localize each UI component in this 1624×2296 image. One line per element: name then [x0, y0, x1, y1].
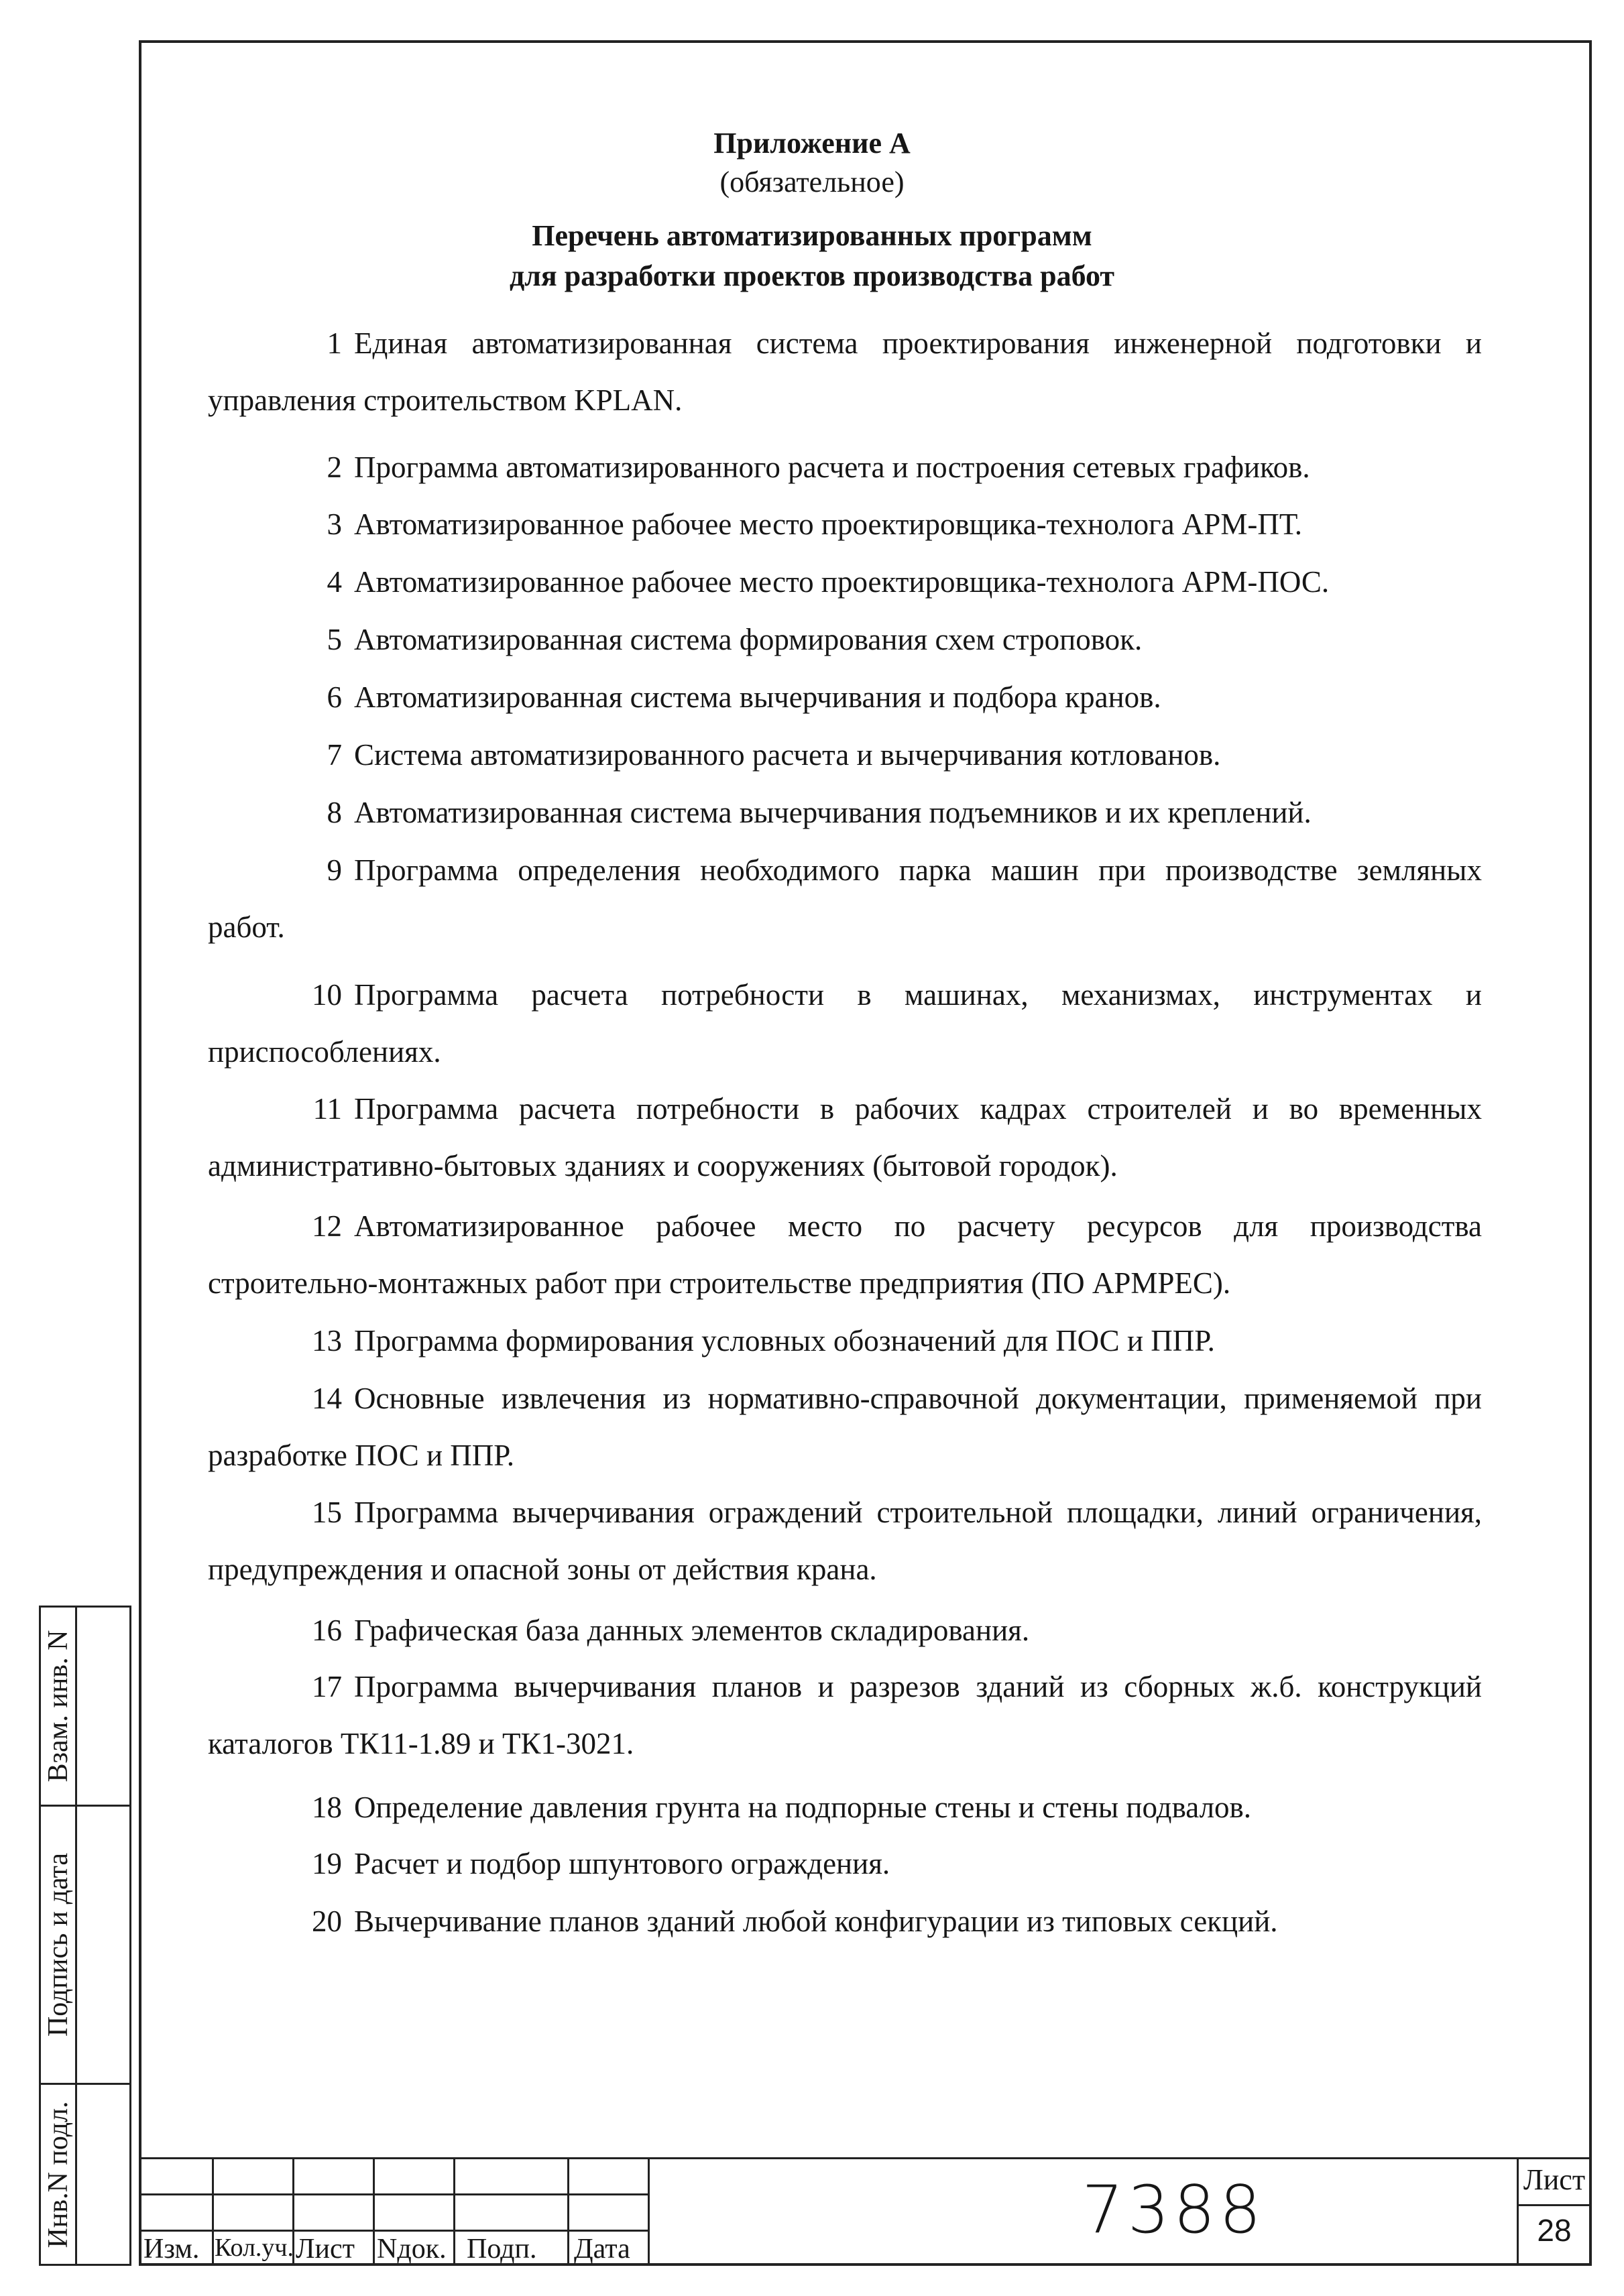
- list-item-text: Автоматизированное рабочее место проектировщика-технолога АРМ-ПТ.: [354, 507, 1303, 541]
- stamp-data: Дата: [574, 2234, 630, 2264]
- list-item-text: Автоматизированная система вычерчивания подъемников и их креплений.: [354, 796, 1312, 829]
- side-field-podpis: [39, 1805, 131, 2085]
- document-code: 7388: [1082, 2172, 1265, 2248]
- list-item-number: 9: [327, 853, 342, 887]
- appendix-title: Приложение А: [713, 127, 911, 160]
- list-item: [208, 1602, 1482, 1659]
- list-item: [208, 1313, 1482, 1370]
- list-item-text: Основные извлечения из нормативно-справочной документации, применяемой при разработке ПОС и ППР.: [208, 1382, 1482, 1472]
- list-item-text: Программа расчета потребности в рабочих кадрах строителей и во временных административно-бытовых зданиях и сооружениях (бытовой городок).: [208, 1092, 1482, 1183]
- list-item-text: Программа формирования условных обозначений для ПОС и ППР.: [354, 1324, 1215, 1357]
- list-item: [208, 1835, 1482, 1892]
- list-item-text: Вычерчивание планов зданий любой конфигурации из типовых секций.: [354, 1905, 1278, 1938]
- appendix-note: (обязательное): [719, 166, 905, 198]
- list-item-text: Автоматизированная система формирования схем строповок.: [354, 623, 1143, 656]
- list-item: [208, 1779, 1482, 1836]
- side-label-vzam: Взам. инв. N: [42, 1630, 74, 1783]
- list-item: [208, 611, 1482, 668]
- list-item: [208, 727, 1482, 784]
- side-label-inv: Инв.N подл.: [42, 2100, 74, 2248]
- list-item: [208, 1081, 1482, 1195]
- list-item-number: 8: [327, 796, 342, 829]
- list-item-text: Графическая база данных элементов складирования.: [354, 1614, 1030, 1647]
- list-item-number: 19: [312, 1847, 342, 1880]
- heading-line-2: для разработки проектов производства работ: [509, 259, 1115, 292]
- heading-line-1: Перечень автоматизированных программ: [532, 219, 1092, 252]
- stamp-koluch: Кол.уч.: [215, 2234, 294, 2262]
- list-item: [208, 784, 1482, 841]
- sheet-number: 28: [1537, 2213, 1572, 2248]
- list-item-number: 16: [312, 1614, 342, 1647]
- stamp-ndok: Nдок.: [377, 2234, 447, 2264]
- list-item-number: 18: [312, 1791, 342, 1824]
- list-item: [208, 669, 1482, 726]
- list-item-text: Автоматизированное рабочее место проектировщика-технолога АРМ-ПОС.: [354, 565, 1330, 599]
- list-item: [208, 1658, 1482, 1772]
- list-item-text: Программа вычерчивания ограждений строительной площадки, линий ограничения, предупреждения и опасной зоны от действия крана.: [208, 1496, 1482, 1586]
- stamp-izm: Изм.: [143, 2234, 200, 2264]
- list-item: [208, 315, 1482, 429]
- list-item-text: Расчет и подбор шпунтового ограждения.: [354, 1847, 890, 1880]
- list-item-text: Автоматизированная система вычерчивания и подбора кранов.: [354, 680, 1161, 714]
- list-item-number: 3: [327, 507, 342, 541]
- list-item-number: 2: [327, 450, 342, 484]
- list-item: [208, 554, 1482, 611]
- stamp-list: Лист: [296, 2234, 355, 2264]
- list-item-text: Программа определения необходимого парка машин при производстве земляных работ.: [208, 853, 1482, 944]
- list-item-number: 17: [312, 1670, 342, 1703]
- list-item: [208, 496, 1482, 553]
- stamp-podp: Подп.: [467, 2234, 537, 2264]
- list-item-text: Программа вычерчивания планов и разрезов зданий из сборных ж.б. конструкций каталогов ТК11-1.89 и ТК1-3021.: [208, 1670, 1482, 1760]
- list-item-text: Программа автоматизированного расчета и построения сетевых графиков.: [354, 450, 1310, 484]
- list-item-number: 6: [327, 680, 342, 714]
- list-item-text: Определение давления грунта на подпорные стены и стены подвалов.: [354, 1791, 1252, 1824]
- list-item-number: 13: [312, 1324, 342, 1357]
- list-item-number: 4: [327, 565, 342, 599]
- side-label-podpis: Подпись и дата: [42, 1852, 74, 2037]
- list-item-number: 20: [312, 1905, 342, 1938]
- list-item: [208, 1893, 1482, 1950]
- list-item-number: 15: [312, 1496, 342, 1529]
- list-item: [208, 842, 1482, 956]
- list-item: [208, 967, 1482, 1081]
- list-item-number: 10: [312, 978, 342, 1012]
- list-item-number: 14: [312, 1382, 342, 1415]
- list-item-text: Автоматизированное рабочее место по расчету ресурсов для производства строительно-монтажных работ при строительстве предприятия (ПО АРМРЕС).: [208, 1209, 1482, 1300]
- list-item-text: Единая автоматизированная система проектирования инженерной подготовки и управления строительством KPLAN.: [208, 326, 1482, 417]
- side-field-inv: [39, 2083, 131, 2266]
- list-item: [208, 1370, 1482, 1484]
- list-item-number: 1: [327, 326, 342, 360]
- sheet-label: Лист: [1523, 2163, 1586, 2196]
- list-item: [208, 1198, 1482, 1312]
- list-item-number: 11: [312, 1092, 342, 1126]
- list-item-number: 12: [312, 1209, 342, 1243]
- list-item-number: 7: [327, 738, 342, 772]
- list-item-text: Программа расчета потребности в машинах, механизмах, инструментах и приспособлениях.: [208, 978, 1482, 1069]
- list-item-number: 5: [327, 623, 342, 656]
- list-item-text: Система автоматизированного расчета и вычерчивания котлованов.: [354, 738, 1221, 772]
- list-item: [208, 1484, 1482, 1598]
- list-item: [208, 439, 1482, 496]
- side-field-vzam: [39, 1606, 131, 1807]
